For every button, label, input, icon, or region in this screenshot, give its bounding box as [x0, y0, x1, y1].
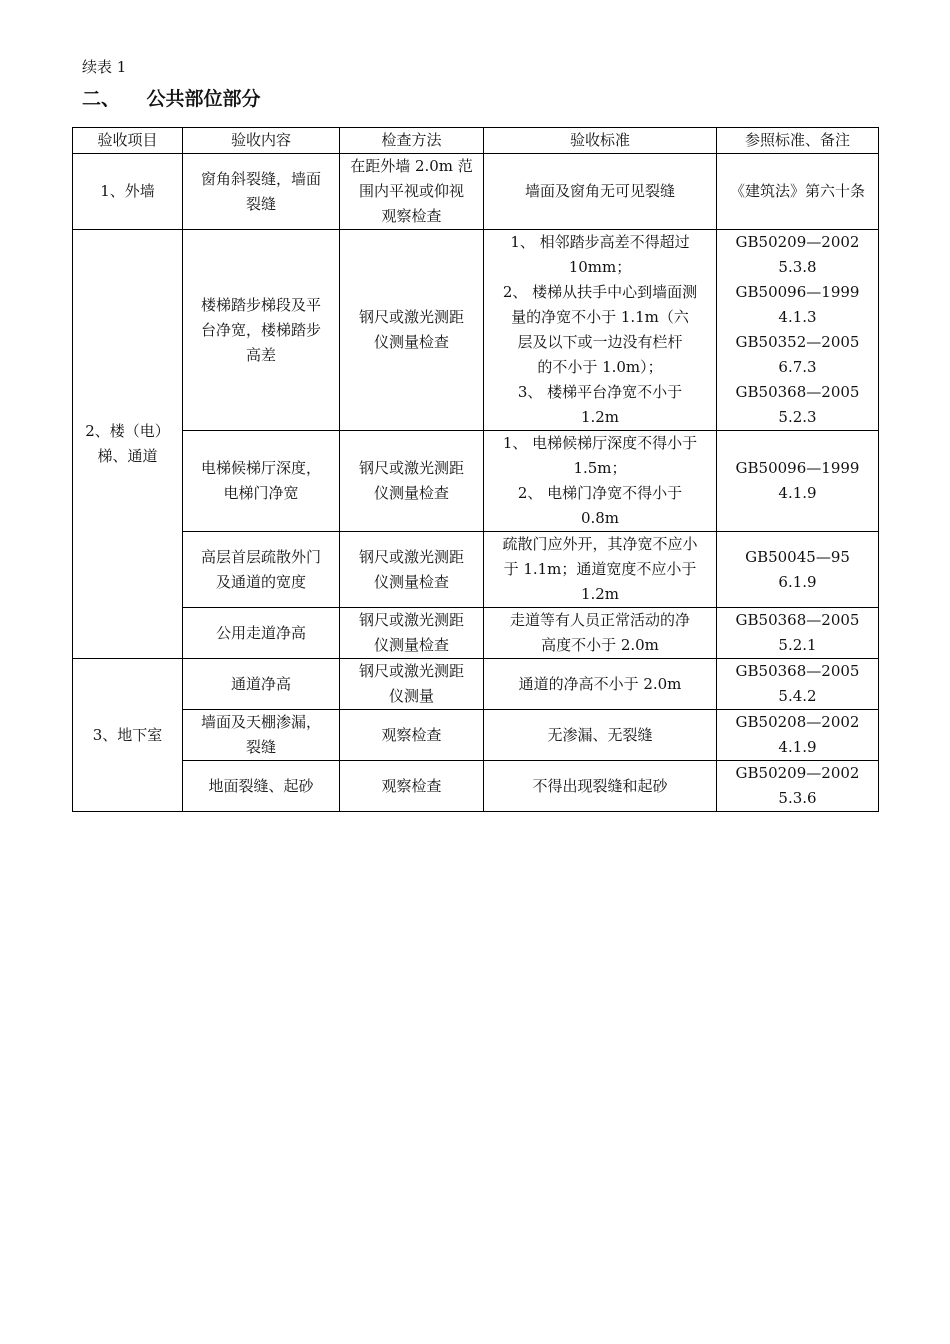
standard-cell	[484, 532, 717, 608]
cell-line: 墙面及窗角无可见裂缝	[524, 182, 675, 200]
cell-line: 地面裂缝、起砂	[208, 776, 314, 795]
header-method: 检查方法	[340, 128, 484, 154]
cell-line: 1、 电梯候梯厅深度不得小于	[502, 434, 698, 452]
item-cell	[73, 230, 183, 659]
content-cell	[183, 608, 340, 659]
standard-cell	[484, 431, 717, 532]
item-cell	[73, 659, 183, 812]
cell-line: 5.2.1	[778, 636, 817, 654]
standard-cell	[484, 761, 717, 812]
header-standard: 验收标准	[484, 128, 717, 154]
cell-line: GB50096—1999	[735, 283, 860, 301]
cell-line: 观察检查	[381, 207, 442, 225]
cell-line: 钢尺或激光测距	[358, 459, 464, 477]
reference-cell	[717, 154, 879, 230]
header-content: 验收内容	[183, 128, 340, 154]
continuation-label: 续表 1	[82, 58, 127, 76]
cell-line: 在距外墙 2.0m 范	[350, 157, 473, 175]
cell-line: 电梯候梯厅深度，	[200, 459, 321, 477]
cell-line: 梯、通道	[97, 447, 158, 465]
method-cell	[340, 761, 484, 812]
cell-line: 0.8m	[580, 509, 620, 527]
cell-line: 裂缝	[245, 738, 276, 756]
cell-line: 5.3.6	[778, 789, 817, 807]
cell-line: 仪测量检查	[373, 572, 449, 591]
cell-line: 3、地下室	[92, 725, 163, 744]
cell-line: 1、外墙	[100, 182, 155, 200]
method-cell	[340, 431, 484, 532]
cell-line: 钢尺或激光测距	[358, 662, 464, 680]
acceptance-table	[72, 127, 879, 812]
cell-line: 高层首层疏散外门	[200, 547, 321, 566]
standard-cell	[484, 154, 717, 230]
cell-line: 高差	[245, 345, 276, 364]
table-row	[73, 154, 879, 230]
cell-line: GB50352—2005	[735, 333, 860, 351]
table-row	[73, 230, 879, 431]
cell-line: GB50208—2002	[735, 713, 860, 731]
cell-line: 6.7.3	[778, 358, 817, 376]
header-item: 验收项目	[73, 128, 183, 154]
cell-line: GB50209—2002	[735, 233, 860, 251]
cell-line: 仪测量检查	[373, 636, 449, 654]
content-cell	[183, 659, 340, 710]
cell-line: 观察检查	[381, 725, 442, 744]
cell-line: 窗角斜裂缝，墙面	[200, 169, 321, 188]
standard-cell	[484, 608, 717, 659]
cell-line: 6.1.9	[778, 572, 817, 591]
cell-line: 4.1.9	[778, 484, 817, 502]
cell-line: 1.5m；	[573, 459, 627, 477]
cell-line: 观察检查	[381, 776, 442, 795]
cell-line: 通道的净高不小于 2.0m	[518, 674, 682, 693]
reference-cell	[717, 532, 879, 608]
cell-line: 5.4.2	[778, 687, 817, 705]
cell-line: 的不小于 1.0m）；	[537, 358, 663, 376]
cell-line: 2、楼（电）	[85, 422, 170, 440]
cell-line: 楼梯踏步梯段及平	[200, 295, 321, 314]
cell-line: 通道净高	[230, 674, 291, 693]
method-cell	[340, 710, 484, 761]
cell-line: 不得出现裂缝和起砂	[532, 776, 668, 795]
cell-line: 仪测量检查	[373, 333, 449, 351]
cell-line: GB50045—95	[745, 547, 850, 566]
cell-line: 仪测量检查	[373, 484, 449, 502]
cell-line: 仪测量	[388, 687, 434, 705]
cell-line: GB50096—1999	[735, 459, 860, 477]
table-row	[73, 659, 879, 710]
cell-line: 台净宽，楼梯踏步	[200, 320, 321, 339]
content-cell	[183, 532, 340, 608]
table-body	[73, 154, 879, 812]
standard-cell	[484, 659, 717, 710]
cell-line: GB50368—2005	[735, 662, 860, 680]
cell-line: 2、 楼梯从扶手中心到墙面测	[502, 283, 698, 301]
item-cell	[73, 154, 183, 230]
cell-line: 裂缝	[245, 194, 276, 213]
cell-line: 量的净宽不小于 1.1m（六	[511, 308, 689, 326]
cell-line: 10mm；	[568, 258, 632, 276]
cell-line: GB50368—2005	[735, 383, 860, 401]
cell-line: 1.2m	[580, 585, 620, 603]
reference-cell	[717, 230, 879, 431]
cell-line: 疏散门应外开，其净宽不应小	[502, 535, 698, 553]
standard-cell	[484, 710, 717, 761]
cell-line: 4.1.3	[778, 308, 817, 326]
cell-line: 1、 相邻踏步高差不得超过	[510, 233, 690, 251]
method-cell	[340, 154, 484, 230]
reference-cell	[717, 608, 879, 659]
cell-line: 走道等有人员正常活动的净	[509, 611, 690, 629]
section-title: 二、 公共部位部分	[82, 88, 261, 110]
table-row	[73, 710, 879, 761]
reference-cell	[717, 761, 879, 812]
cell-line: 钢尺或激光测距	[358, 611, 464, 629]
method-cell	[340, 608, 484, 659]
table-row	[73, 532, 879, 608]
cell-line: GB50368—2005	[735, 611, 860, 629]
content-cell	[183, 431, 340, 532]
reference-cell	[717, 710, 879, 761]
cell-line: 钢尺或激光测距	[358, 308, 464, 326]
cell-line: 层及以下或一边没有栏杆	[517, 333, 683, 351]
table-row	[73, 608, 879, 659]
cell-line: 钢尺或激光测距	[358, 547, 464, 566]
header-row	[73, 128, 879, 154]
content-cell	[183, 230, 340, 431]
cell-line: 无渗漏、无裂缝	[547, 725, 653, 744]
cell-line: 于 1.1m；通道宽度不应小于	[503, 560, 697, 578]
header-reference: 参照标准、备注	[717, 128, 879, 154]
table-row	[73, 761, 879, 812]
method-cell	[340, 230, 484, 431]
cell-line: 3、 楼梯平台净宽不小于	[517, 383, 683, 401]
cell-line: 围内平视或仰视	[358, 182, 464, 200]
cell-line: 墙面及天棚渗漏，	[200, 713, 321, 731]
content-cell	[183, 710, 340, 761]
cell-line: 1.2m	[580, 408, 620, 426]
cell-line: 5.2.3	[778, 408, 817, 426]
table-row	[73, 431, 879, 532]
cell-line: 《建筑法》第六十条	[729, 182, 865, 200]
cell-line: 2、 电梯门净宽不得小于	[517, 484, 683, 502]
cell-line: 公用走道净高	[215, 623, 306, 642]
cell-line: GB50209—2002	[735, 764, 860, 782]
standard-cell	[484, 230, 717, 431]
reference-cell	[717, 659, 879, 710]
cell-line: 高度不小于 2.0m	[541, 636, 659, 654]
cell-line: 5.3.8	[778, 258, 817, 276]
content-cell	[183, 761, 340, 812]
cell-line: 电梯门净宽	[223, 484, 299, 502]
reference-cell	[717, 431, 879, 532]
cell-line: 及通道的宽度	[215, 572, 306, 591]
method-cell	[340, 659, 484, 710]
method-cell	[340, 532, 484, 608]
content-cell	[183, 154, 340, 230]
cell-line: 4.1.9	[778, 738, 817, 756]
